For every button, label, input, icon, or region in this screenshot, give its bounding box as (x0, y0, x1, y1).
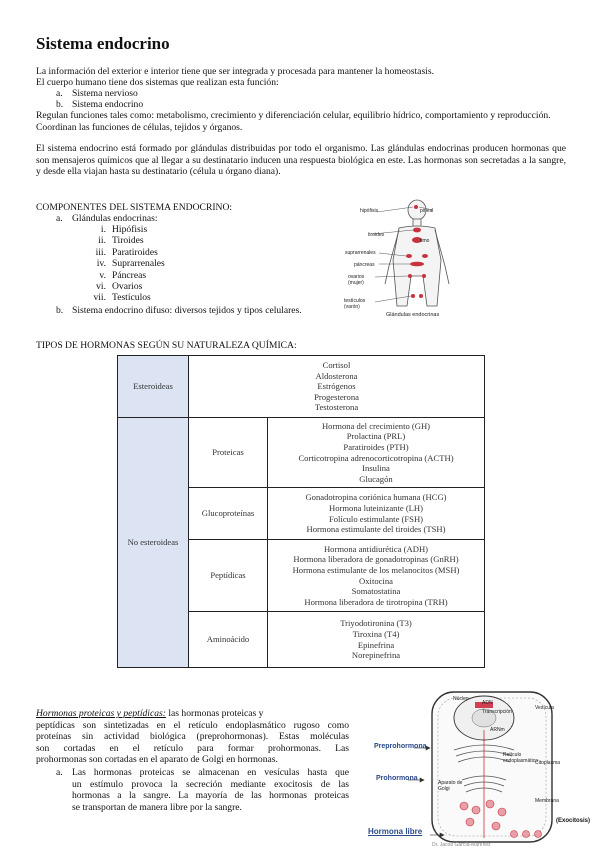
group-items-proteicas (268, 418, 485, 488)
intro-definition-paragraph: El sistema endocrino está formado por glándulas distribuidas por todo el organismo. Las glándulas endocrinas producen hormonas que son mensajeros químicos que al llegar a su destinatario inducen una respuesta biológica en este. Las hormonas son secretadas a la sangre, y desde ella viajan hasta su destinatario (célula u órgano diana). (36, 143, 566, 178)
hormone-item: Epinefrina (357, 639, 395, 650)
hormone-item: Hormona del crecimiento (GH) (321, 420, 431, 431)
hormone-item: Hormona luteinizante (LH) (328, 502, 424, 513)
body-label-pancreas: páncreas (354, 262, 375, 268)
hormone-item: Gonadotropina coriónica humana (HCG) (305, 492, 447, 503)
steroid-item: Estrógenos (317, 381, 356, 392)
group-items-aminoacido (268, 612, 485, 668)
components-heading: COMPONENTES DEL SISTEMA ENDOCRINO: (36, 202, 233, 213)
hormone-item: Folículo estimulante (FSH) (328, 513, 424, 524)
hormone-item: Triyodotironina (T3) (340, 618, 412, 629)
cell-label-golgi: Aparato de Golgi (438, 780, 463, 792)
steroid-category: Esteroideas (118, 356, 189, 418)
gland-item: Suprarrenales (112, 258, 165, 270)
hormone-item: Glucagón (359, 473, 393, 484)
steroid-item: Testosterona (314, 402, 359, 413)
label-preprohormona: Preprohormona (374, 743, 427, 750)
gland-marker: i. (100, 224, 106, 235)
proteic-first-line-rest: las hormonas proteicas y (168, 708, 264, 719)
intro-functions-paragraph: Regulan funciones tales como: metabolismo, crecimiento y diferenciación celular, equilibrio hídrico, comportamiento y reproducción. Coordinan las funciones de células, tejidos y órganos. (36, 110, 551, 133)
proteic-item-line: se transportan de manera libre por la sangre. (72, 801, 242, 813)
system-marker-b: b. (56, 99, 64, 110)
gland-marker: ii. (98, 235, 106, 247)
hormone-item: Paratiroides (PTH) (343, 441, 409, 452)
proteic-item-line: un estímulo provoca la secreción mediante exocitosis de las (72, 778, 349, 790)
gland-item: Testículos (112, 292, 151, 304)
cell-label-reticulo: Retículo endoplasmático (503, 752, 539, 764)
gland-item: Tiroides (112, 235, 144, 247)
cell-label-adn: ADN (482, 700, 493, 706)
body-figure-caption: Glándulas endocrinas (386, 312, 440, 318)
hormone-item: Hormona liberadora de tirotropina (TRH) (304, 596, 448, 607)
hormone-item: Corticotropina adrenocorticotropina (ACTH) (298, 452, 454, 463)
gland-marker: vii. (93, 292, 106, 304)
hormone-item: Oxitocina (359, 575, 393, 586)
hormone-item: Tiroxina (T4) (352, 628, 400, 639)
gland-marker: vi. (96, 281, 106, 292)
nonsteroid-category: No esteroideas (118, 418, 189, 668)
group-label-aminoacido: Aminoácido (189, 612, 268, 668)
hormone-item: Insulina (362, 463, 390, 474)
group-label-peptidicas: Peptídicas (189, 540, 268, 612)
intro-line-1: La información del exterior e interior tiene que ser integrada y procesada para mantener la homeostasis. (36, 66, 434, 77)
body-label-suprarrenales: suprarrenales (345, 250, 376, 256)
system-nervous: Sistema nervioso (72, 88, 138, 99)
cell-label-nucleo: Núcleo (453, 696, 469, 702)
gland-item: Paratiroides (112, 246, 158, 258)
cell-label-arnm: ARNm (490, 727, 505, 733)
cell-label-vesicula: Vesícula (535, 705, 554, 711)
proteic-item-line: hormonas a la sangre. La mayoría de las hormonas proteicas (72, 790, 349, 802)
gland-marker: v. (99, 269, 106, 281)
proteic-line: proteínas sin actividad biológica (preprohormonas). Estas moléculas (36, 731, 349, 743)
table-row-proteicas (118, 418, 485, 488)
proteic-line: son cortadas en el retículo para formar prohormonas. Las (36, 742, 349, 754)
components-b-marker: b. (56, 305, 64, 316)
system-marker-a: a. (56, 88, 63, 99)
label-prohormona: Prohormona (376, 775, 418, 782)
proteic-line: peptídicas son sintetizadas en el retículo endoplasmático rugoso como (36, 719, 349, 731)
components-a-marker: a. (56, 213, 63, 224)
hormone-item: Prolactina (PRL) (346, 431, 406, 442)
group-items-peptidicas (268, 540, 485, 612)
group-label-proteicas: Proteicas (189, 418, 268, 488)
label-exocitosis: (Exocitosis) (556, 818, 591, 824)
components-a-label: Glándulas endocrinas: (72, 213, 158, 224)
steroid-item: Cortisol (322, 360, 351, 371)
label-hormona-libre: Hormona libre (368, 827, 423, 836)
hormone-synthesis-cell-figure (364, 688, 596, 848)
group-label-glucoproteinas: Glucoproteínas (189, 488, 268, 540)
hormone-item: Somatostatina (351, 586, 401, 597)
hormone-types-table (117, 355, 485, 668)
gland-item: Hipófisis (112, 224, 148, 235)
cell-label-membrana: Membrana (535, 798, 559, 804)
hormone-item: Norepinefrina (351, 650, 401, 661)
proteic-item-line: Las hormonas proteicas se almacenan en vesículas hasta que (72, 767, 349, 778)
types-heading: TIPOS DE HORMONAS SEGÚN SU NATURALEZA QUÍMICA: (36, 340, 297, 351)
hormone-item: Hormona antidiurética (ADH) (323, 543, 429, 554)
hormone-item: Hormona estimulante de los melanocitos (MSH) (292, 564, 460, 575)
gland-item: Ovarios (112, 281, 143, 292)
proteic-line: prohormonas son cortadas en el aparato de Golgi en hormonas. (36, 754, 278, 766)
cell-figure-credit: Dr. Jacob García-Martínez (432, 842, 491, 848)
gland-marker: iii. (95, 246, 106, 258)
steroid-item: Progesterona (314, 391, 359, 402)
proteic-title: Hormonas proteicas y peptídicas: (36, 708, 166, 719)
steroid-item: Aldosterona (315, 370, 358, 381)
hormone-item: Hormona estimulante del tiroides (TSH) (306, 524, 446, 535)
intro-line-2: El cuerpo humano tiene dos sistemas que realizan esta función: (36, 77, 279, 88)
cell-label-citoplasma: Citoplasma (535, 760, 561, 766)
body-label-hipofisis: hipófisis (360, 208, 379, 214)
components-b-label: Sistema endocrino difuso: diversos tejidos y tipos celulares. (72, 305, 302, 316)
steroid-list (189, 356, 485, 418)
cell-label-transcripcion: Transcripción (482, 709, 512, 715)
group-items-glucoproteinas (268, 488, 485, 540)
proteic-first-line (36, 708, 349, 720)
proteic-item-marker: a. (56, 767, 63, 778)
body-label-testiculos: testículos (varón) (344, 298, 366, 310)
page-title: Sistema endocrino (36, 34, 170, 53)
hormone-item: Hormona liberadora de gonadotropinas (GnRH) (293, 554, 459, 565)
gland-marker: iv. (96, 258, 106, 270)
body-label-pineal: pineal (420, 208, 434, 214)
body-label-timo: timo (420, 238, 430, 244)
body-label-tiroides: tiroides (368, 232, 385, 238)
body-label-ovarios: ovarios (mujer) (348, 274, 365, 286)
system-endocrine: Sistema endocrino (72, 99, 144, 110)
table-row-steroids (118, 356, 485, 418)
gland-item: Páncreas (112, 269, 147, 281)
